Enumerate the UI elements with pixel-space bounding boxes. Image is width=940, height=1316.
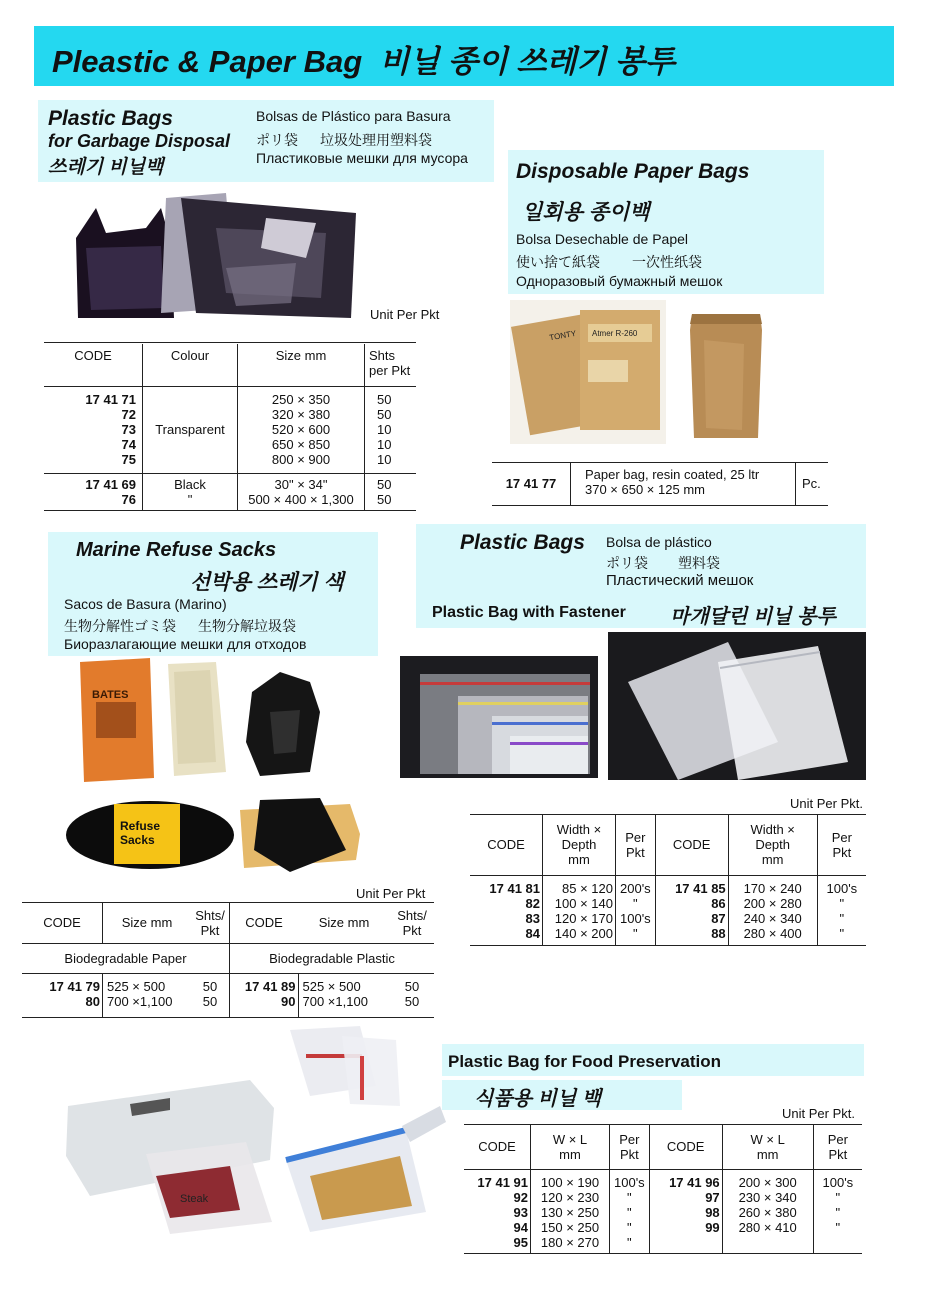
garbage-title-1: Plastic Bags — [48, 107, 173, 130]
fastener-header-code-2: CODE — [655, 815, 728, 875]
food-title: Plastic Bag for Food Preservation — [448, 1052, 722, 1071]
food-title-ko: 식품용 비닐 백 — [474, 1088, 602, 1110]
fastener-codes-right: 17 41 85 86 87 88 — [655, 875, 728, 945]
fastener-tr-ja: ポリ袋 — [606, 555, 648, 571]
fastener-sub-ko: 마개달린 비닐 봉투 — [670, 606, 836, 628]
marine-refuse-label-2: Sacks — [120, 833, 155, 847]
food-header-size-1: W × L mm — [531, 1125, 610, 1169]
marine-tr-zh: 生物分解垃圾袋 — [198, 618, 296, 634]
paper-tr-zh: 一次性纸袋 — [632, 254, 702, 270]
garbage-header-colour: Colour — [143, 344, 238, 386]
food-sealer-photo — [60, 1026, 450, 1236]
fastener-table — [470, 815, 866, 946]
marine-tr-ja: 生物分解性ゴミ袋 — [64, 618, 176, 634]
fastener-tr-ru: Пластический мешок — [606, 572, 754, 589]
marine-header-code-1: CODE — [22, 903, 103, 943]
marine-sacks-photo — [70, 652, 370, 786]
marine-codes-left: 17 41 79 80 — [22, 973, 103, 1017]
fastener-qty-right: 100's " " " — [826, 880, 858, 941]
food-steak-label: Steak — [180, 1193, 209, 1205]
fastener-header-qty-1: Per Pkt — [616, 815, 656, 875]
garbage-table-top-rule — [44, 342, 416, 343]
paper-tr-ja: 使い捨て紙袋 — [516, 254, 600, 270]
fastener-tr-es: Bolsa de plástico — [606, 534, 712, 550]
fastener-codes-left: 17 41 81 82 83 84 — [470, 875, 543, 945]
paper-bag-label-2: Atmer R-260 — [592, 329, 638, 338]
fastener-header-size-1: Width × Depth mm — [543, 815, 616, 875]
garbage-codes-2: 17 41 69 76 — [44, 473, 143, 510]
food-sizes-right: 200 × 300 230 × 340 260 × 380 280 × 410 — [722, 1169, 813, 1253]
marine-sizes-left: 525 × 500 700 ×1,100 — [107, 978, 173, 1009]
marine-tr-es: Sacos de Basura (Marino) — [64, 596, 227, 612]
garbage-tr-zh: 垃圾处理用塑料袋 — [320, 132, 432, 148]
fastener-bags-photo-2 — [608, 632, 866, 780]
marine-header-code-2: CODE — [245, 915, 283, 931]
marine-header-qty-1: Shts/ Pkt — [191, 903, 230, 943]
marine-title: Marine Refuse Sacks — [76, 539, 277, 561]
food-header-qty-1: Per Pkt — [610, 1125, 650, 1169]
food-codes-left: 17 41 91 92 93 94 95 — [464, 1169, 531, 1253]
fastener-header-size-2: Width × Depth mm — [728, 815, 817, 875]
fastener-header-qty-2: Per Pkt — [831, 829, 852, 860]
paper-bags-photo — [510, 300, 666, 444]
marine-qty-right: 50 50 — [404, 978, 420, 1009]
paper-bag-single-photo — [684, 310, 768, 444]
garbage-codes-1: 17 41 71 72 73 74 75 — [44, 386, 143, 473]
marine-sub-paper: Biodegradable Paper — [22, 943, 230, 973]
garbage-table — [44, 344, 416, 511]
paper-code: 17 41 77 — [492, 463, 571, 505]
garbage-tr-ja: ポリ袋 — [256, 132, 298, 148]
marine-header-size-1: Size mm — [121, 915, 173, 931]
garbage-colour-2: Black " — [143, 473, 238, 510]
fastener-sizes-right: 170 × 240 200 × 280 240 × 340 280 × 400 — [728, 875, 817, 945]
garbage-qty-2: 50 50 — [377, 476, 392, 507]
marine-table — [22, 903, 434, 1018]
garbage-bags-photo — [66, 188, 366, 322]
marine-qty-left: 50 50 — [191, 973, 230, 1017]
fastener-header-code-1: CODE — [470, 815, 543, 875]
garbage-header-code: CODE — [44, 344, 143, 386]
garbage-tr-ru: Пластиковые мешки для мусора — [256, 150, 468, 166]
fastener-title: Plastic Bags — [460, 531, 585, 554]
fastener-sub-en: Plastic Bag with Fastener — [432, 604, 626, 621]
marine-bates-label: BATES — [92, 689, 129, 701]
marine-header-qty-2: Shts/ Pkt — [397, 907, 427, 938]
marine-refuse-label: Refuse — [120, 819, 161, 833]
marine-sub-plastic: Biodegradable Plastic — [269, 950, 395, 966]
marine-roll-photo — [60, 790, 374, 880]
food-header-code-1: CODE — [464, 1125, 531, 1169]
paper-bag-label-1: TONTY — [548, 328, 577, 343]
garbage-unit: Unit Per Pkt — [370, 307, 440, 322]
garbage-title-2: for Garbage Disposal — [48, 131, 231, 151]
garbage-qty-1: 50 50 10 10 10 — [377, 391, 392, 467]
garbage-title-ko: 쓰레기 비닐백 — [48, 157, 164, 178]
garbage-header-qty: Shts per Pkt — [369, 348, 411, 378]
paper-title-ko: 일회용 종이백 — [522, 201, 650, 224]
page-title: Pleastic & Paper Bag 비닐 종이 쓰레기 봉투 — [52, 44, 675, 79]
garbage-header-size: Size mm — [238, 344, 365, 386]
food-codes-right: 17 41 96 97 98 99 — [649, 1169, 722, 1253]
food-unit: Unit Per Pkt. — [782, 1106, 855, 1121]
food-header-qty-2: Per Pkt — [827, 1131, 848, 1162]
marine-codes-right: 17 41 89 90 — [230, 973, 299, 1017]
paper-title: Disposable Paper Bags — [516, 160, 750, 183]
fastener-unit: Unit Per Pkt. — [790, 796, 863, 811]
paper-unit: Pc. — [802, 476, 821, 492]
food-header-size-2: W × L mm — [722, 1125, 813, 1169]
marine-title-ko: 선박용 쓰레기 색 — [190, 571, 344, 594]
food-sizes-left: 100 × 190 120 × 230 130 × 250 150 × 250 180 × 270 — [531, 1169, 610, 1253]
paper-tr-es: Bolsa Desechable de Papel — [516, 231, 689, 247]
garbage-tr-es: Bolsas de Plástico para Basura — [256, 108, 451, 124]
paper-tr-ru: Одноразовый бумажный мешок — [516, 273, 723, 289]
marine-sizes-right: 525 × 500 700 ×1,100 — [302, 978, 368, 1009]
marine-header-size-2: Size mm — [318, 915, 370, 931]
fastener-sizes-left: 85 × 120 100 × 140 120 × 170 140 × 200 — [543, 875, 616, 945]
marine-tr-ru: Биоразлагающие мешки для отходов — [64, 636, 307, 652]
fastener-bags-photo-1 — [400, 656, 598, 778]
food-qty-left: 100's " " " " — [610, 1169, 650, 1253]
marine-unit: Unit Per Pkt — [356, 886, 426, 901]
paper-table — [492, 463, 828, 506]
food-header-code-2: CODE — [649, 1125, 722, 1169]
garbage-sizes-2: 30" × 34" 500 × 400 × 1,300 — [238, 473, 365, 510]
food-qty-right: 100's " " " — [822, 1174, 854, 1235]
garbage-colour-1: Transparent — [143, 386, 238, 473]
fastener-qty-left: 200's " 100's " — [616, 875, 656, 945]
fastener-tr-zh: 塑料袋 — [678, 555, 720, 571]
food-table — [464, 1125, 862, 1254]
paper-desc: Paper bag, resin coated, 25 ltr 370 × 650 × 125 mm — [571, 463, 796, 505]
garbage-sizes-1: 250 × 350 320 × 380 520 × 600 650 × 850 800 × 900 — [238, 386, 365, 473]
